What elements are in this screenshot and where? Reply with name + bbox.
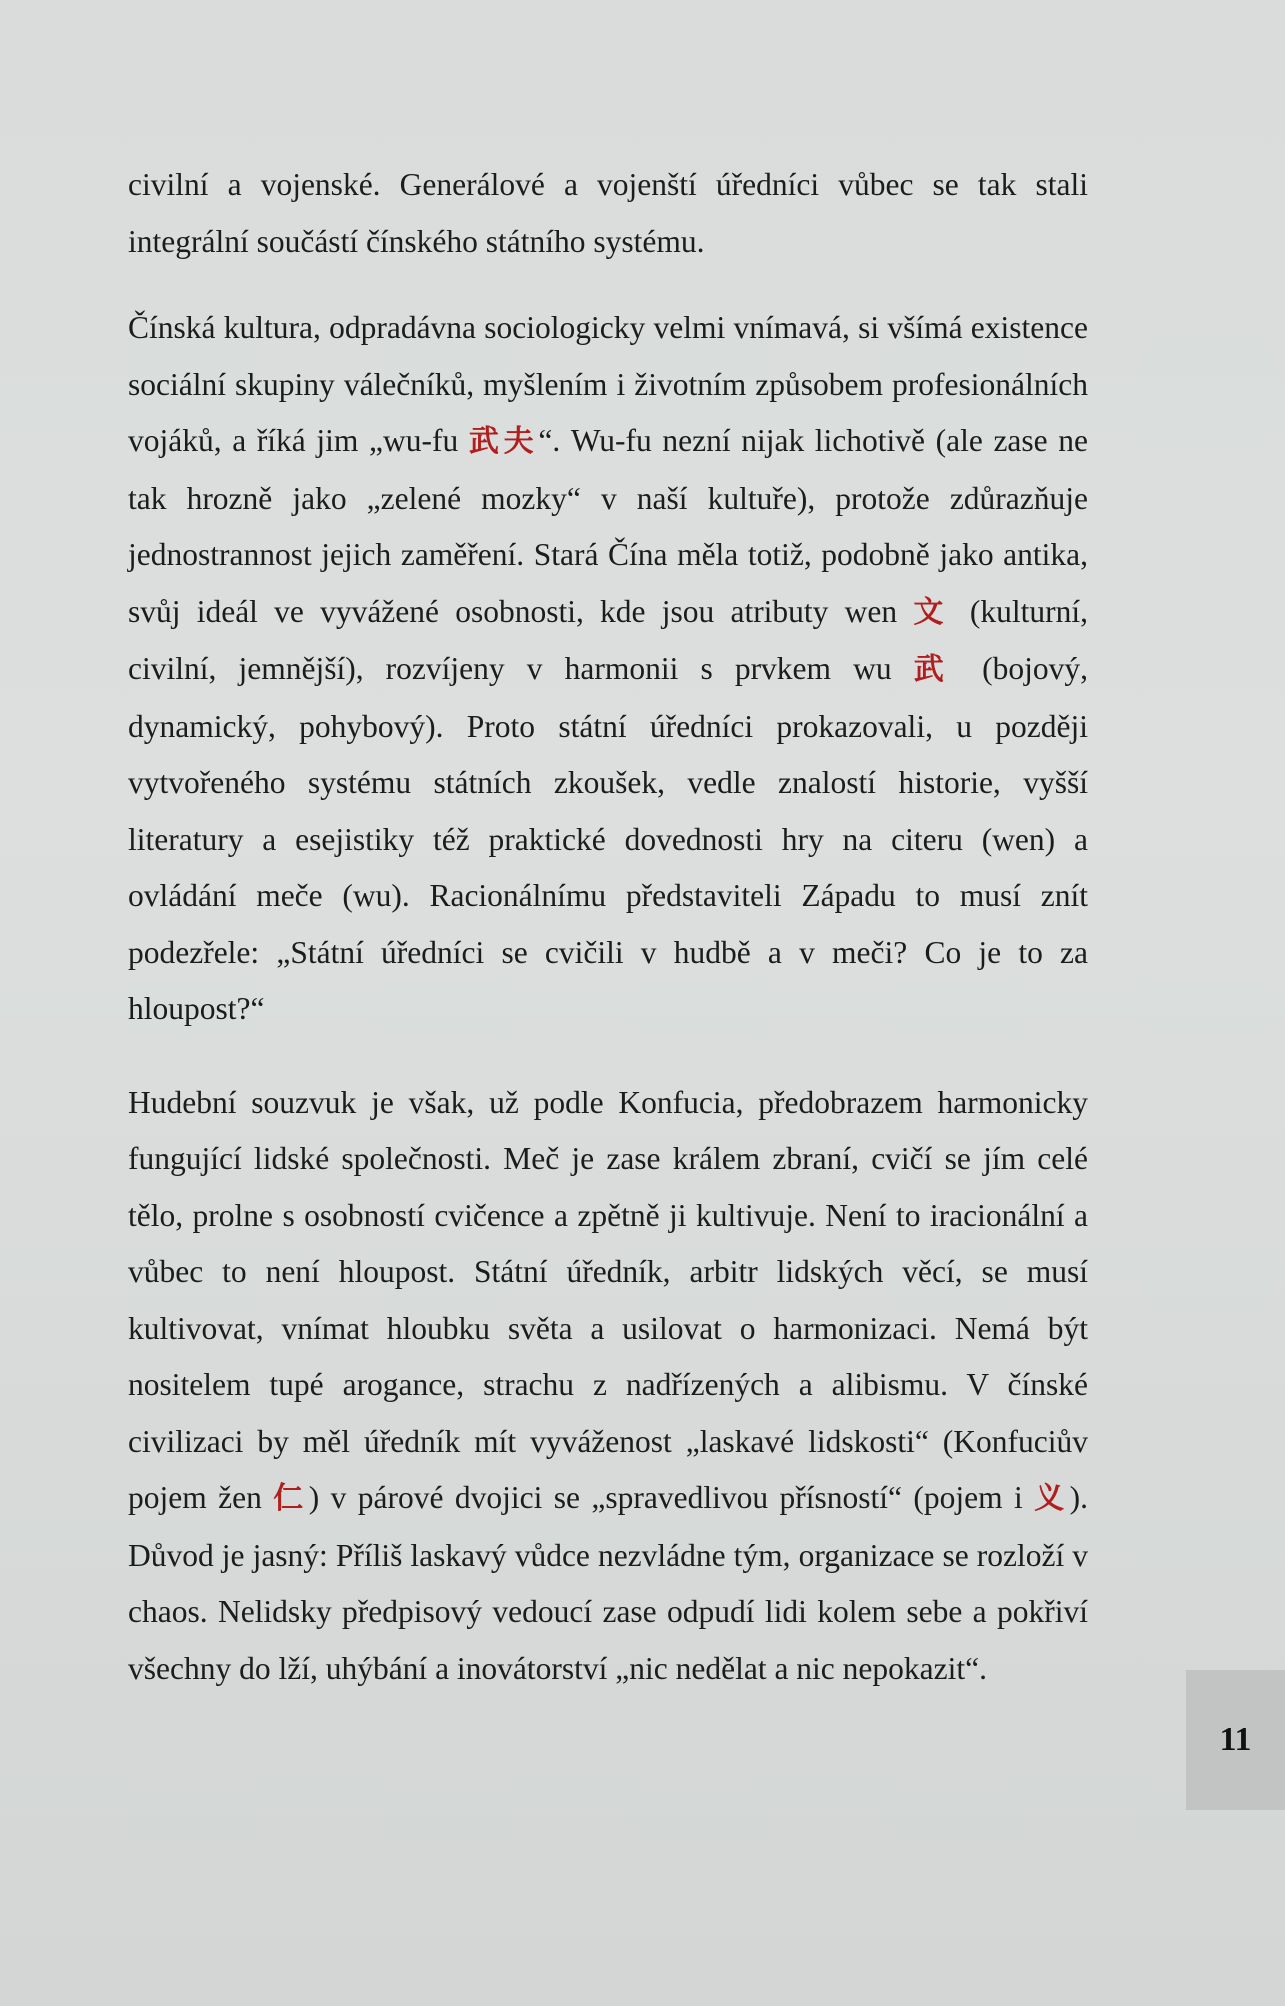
paragraph-2-text-b: “. Wu-fu nezní nijak lichotivě (ale zase ne tak hrozně jako „zelené mozky“ v naší kultuře), protože zdůrazňuje jednostrannost jejich zaměření. Stará Čína měla totiž, podobně jako antika, svůj ideál ve vyvážené osobnosti, kde jsou atributy wen xyxy=(128,423,1089,629)
paragraph-2-text-d: (bojový, dynamický, pohybový). Proto státní úředníci prokazovali, u později vytvořeného systému státních zkoušek, vedle znalostí historie, vyšší literatury a esejistiky též praktické dovednosti hry na citeru (wen) a ovládání meče (wu). Racionálnímu představiteli Západu to musí znít podezřele: „Státní úředníci se cvičili v hudbě a v meči? Co je to za hloupost?“ xyxy=(128,651,1089,1026)
paragraph-1-text: civilní a vojenské. Generálové a vojenští úředníci vůbec se tak stali integrální součástí čínského státního systému. xyxy=(128,167,1088,259)
paragraph-3 xyxy=(128,1075,1088,1698)
chinese-character-wen: 文 xyxy=(913,594,954,630)
page-number-tab xyxy=(1186,1670,1285,1810)
paragraph-2-text-a: Čínská kultura, odpradávna sociologicky velmi vnímavá, si všímá existence sociální skupiny válečníků, myšlením i životním způsobem profesionálních vojáků, a říká jim „wu-fu xyxy=(128,310,1088,458)
page-number: 11 xyxy=(1219,1721,1252,1758)
paragraph-3-text-b: ) v párové dvojici se „spravedlivou přísností“ (pojem i xyxy=(308,1480,1023,1515)
paragraph-3-text-a: Hudební souzvuk je však, už podle Konfucia, předobrazem harmonicky fungující lidské společnosti. Meč je zase králem zbraní, cvičí se jím celé tělo, prolne s osobností cvičence a zpětně ji kultivuje. Není to iracionální a vůbec to není hloupost. Státní úředník, arbitr lidských věcí, se musí kultivovat, vnímat hloubku světa a usilovat o harmonizaci. Nemá být nositelem tupé arogance, strachu z nadřízených a alibismu. V čínské civilizaci by měl úředník mít vyváženost „laskavé lidskosti“ (Konfuciův pojem žen xyxy=(128,1084,1088,1515)
paragraph-1 xyxy=(128,157,1088,270)
paragraph-2-text-c: (kulturní, civilní, jemnější), rozvíjeny v harmonii s prvkem wu xyxy=(128,593,1089,686)
paragraph-2 xyxy=(128,300,1088,1038)
chinese-character-i: 义 xyxy=(1034,1481,1070,1516)
chinese-characters-wufu: 武夫 xyxy=(468,424,539,459)
paragraph-3-text-c: ). Důvod je jasný: Příliš laskavý vůdce nezvládne tým, organizace se rozloží v chaos. Nelidsky předpisový vedoucí zase odpudí lidi kolem sebe a pokřiví všechny do lží, uhýbání a inovátorství „nic nedělat a nic nepokazit“. xyxy=(128,1480,1088,1686)
chinese-character-wu: 武 xyxy=(913,652,961,687)
chinese-character-zen: 仁 xyxy=(273,1481,309,1516)
body-text xyxy=(128,157,1088,1697)
